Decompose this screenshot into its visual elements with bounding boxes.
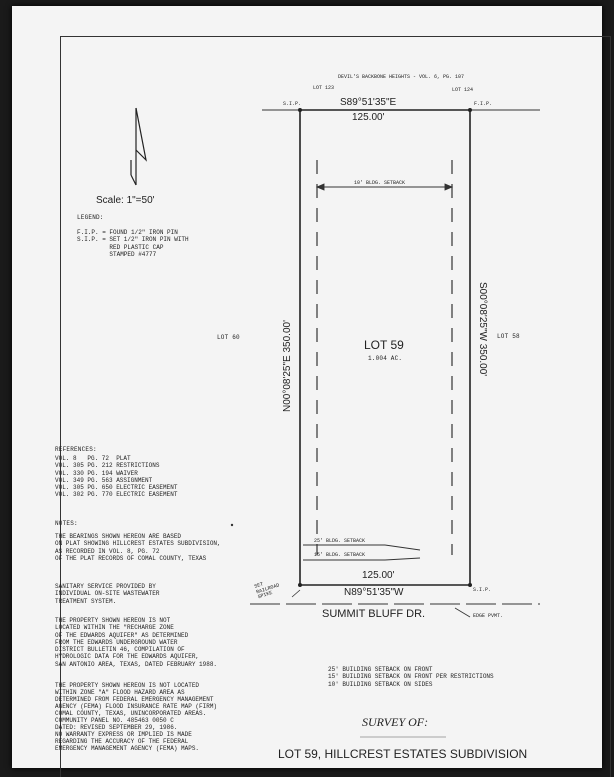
lot-123-label: LOT 123 [313,85,335,91]
lot-58-label: LOT 58 [497,333,520,340]
north-bearing: S89°51'35"E [340,97,397,108]
lot-60-label: LOT 60 [217,334,240,341]
east-bearing: S00°08'25"W 350.00' [477,282,488,377]
north-arrow-icon [131,108,146,185]
flood-zone-note: THE PROPERTY SHOWN HEREON IS NOT LOCATED WITHIN ZONE "A" FLOOD HAZARD AREA AS DETERMINED FROM FEDERAL EMERGENCY MANAGEMENT AGENCY (FEMA) FLOOD INSURANCE RATE MAP (FIRM) COMAL COUNTY, TEXAS, UNINCORPORATED AREAS. COMMUNITY PANEL NO. 485463 0050 C DATED: REVISED SEPTEMBER 29, 1986. NO WARRANTY EXPRESS OR IMPLIED IS MADE REGARDING THE ACCURACY OF THE FEDERAL EMERGENCY MANAGEMENT AGENCY (FEMA) MAPS. [55,682,218,752]
lot-124-label: LOT 124 [452,87,474,93]
notes-title: NOTES: [55,520,78,527]
south-distance: 125.00' [362,570,395,581]
scale-label: Scale: 1"=50' [96,195,155,206]
edge-pavement-label: EDGE PVMT. [473,613,504,619]
front-setback-15-label: 15' BLDG. SETBACK [314,552,366,558]
railroad-spike-label: SET RAILROAD SPIKE [253,581,281,601]
sanitary-note: SANITARY SERVICE PROVIDED BY INDIVIDUAL ON-SITE WASTEWATER TREATMENT SYSTEM. [55,583,160,605]
survey-subject: LOT 59, HILLCREST ESTATES SUBDIVISION [278,747,528,761]
references-title: REFERENCES: [55,446,97,453]
survey-of-label: SURVEY OF: [362,715,429,729]
legend-text: F.I.P. = FOUND 1/2" IRON PIN S.I.P. = SET 1/2" IRON PIN WITH RED PLASTIC CAP STAMPED #4777 [77,229,189,258]
recharge-zone-note: THE PROPERTY SHOWN HEREON IS NOT LOCATED WITHIN THE "RECHARGE ZONE OF THE EDWARDS AQUIFER" AS DETERMINED FROM THE EDWARDS UNDERGROUND WATER DISTRICT BULLETIN 46, COMPILATION OF HYDROLOGIC DATA FOR THE EDWARDS AQUIFER, SAN ANTONIO AREA, TEXAS, DATED FEBRUARY 1988. [55,617,218,668]
sip-top-label: S.I.P. [283,101,302,107]
south-bearing: N89°51'35"W [344,587,404,598]
lot-59-label: LOT 59 [364,338,404,352]
setback-summary: 25' BUILDING SETBACK ON FRONT 15' BUILDING SETBACK ON FRONT PER RESTRICTIONS 10' BUILDING SETBACK ON SIDES [328,666,494,688]
north-distance: 125.00' [352,112,385,123]
front-setback-25-label: 25' BLDG. SETBACK [314,538,366,544]
legend-title: LEGEND: [77,214,104,221]
bearings-note: THE BEARINGS SHOWN HEREON ARE BASED ON PLAT SHOWING HILLCREST ESTATES SUBDIVISION, AS RECORDED IN VOL. 8, PG. 72 OF THE PLAT RECORDS OF COMAL COUNTY, TEXAS [55,533,221,562]
street-name: SUMMIT BLUFF DR. [322,608,426,620]
rear-setback-label: 10' BLDG. SETBACK [354,180,406,186]
adjoining-subdivision-label: DEVIL'S BACKBONE HEIGHTS - VOL. 6, PG. 107 [338,74,465,80]
west-bearing: N00°08'25"E 350.00' [282,320,293,412]
fip-top-label: F.I.P. [474,101,493,107]
lot-area: 1.004 AC. [368,355,403,362]
sip-bottom-label: S.I.P. [473,587,492,593]
references-list: VOL. 8 PG. 72 PLAT VOL. 305 PG. 212 RESTRICTIONS VOL. 330 PG. 194 WAIVER VOL. 349 PG. 563 ASSIGNMENT VOL. 305 PG. 650 ELECTRIC EASEMENT VOL. 302 PG. 770 ELECTRIC EASEMENT [55,455,178,499]
